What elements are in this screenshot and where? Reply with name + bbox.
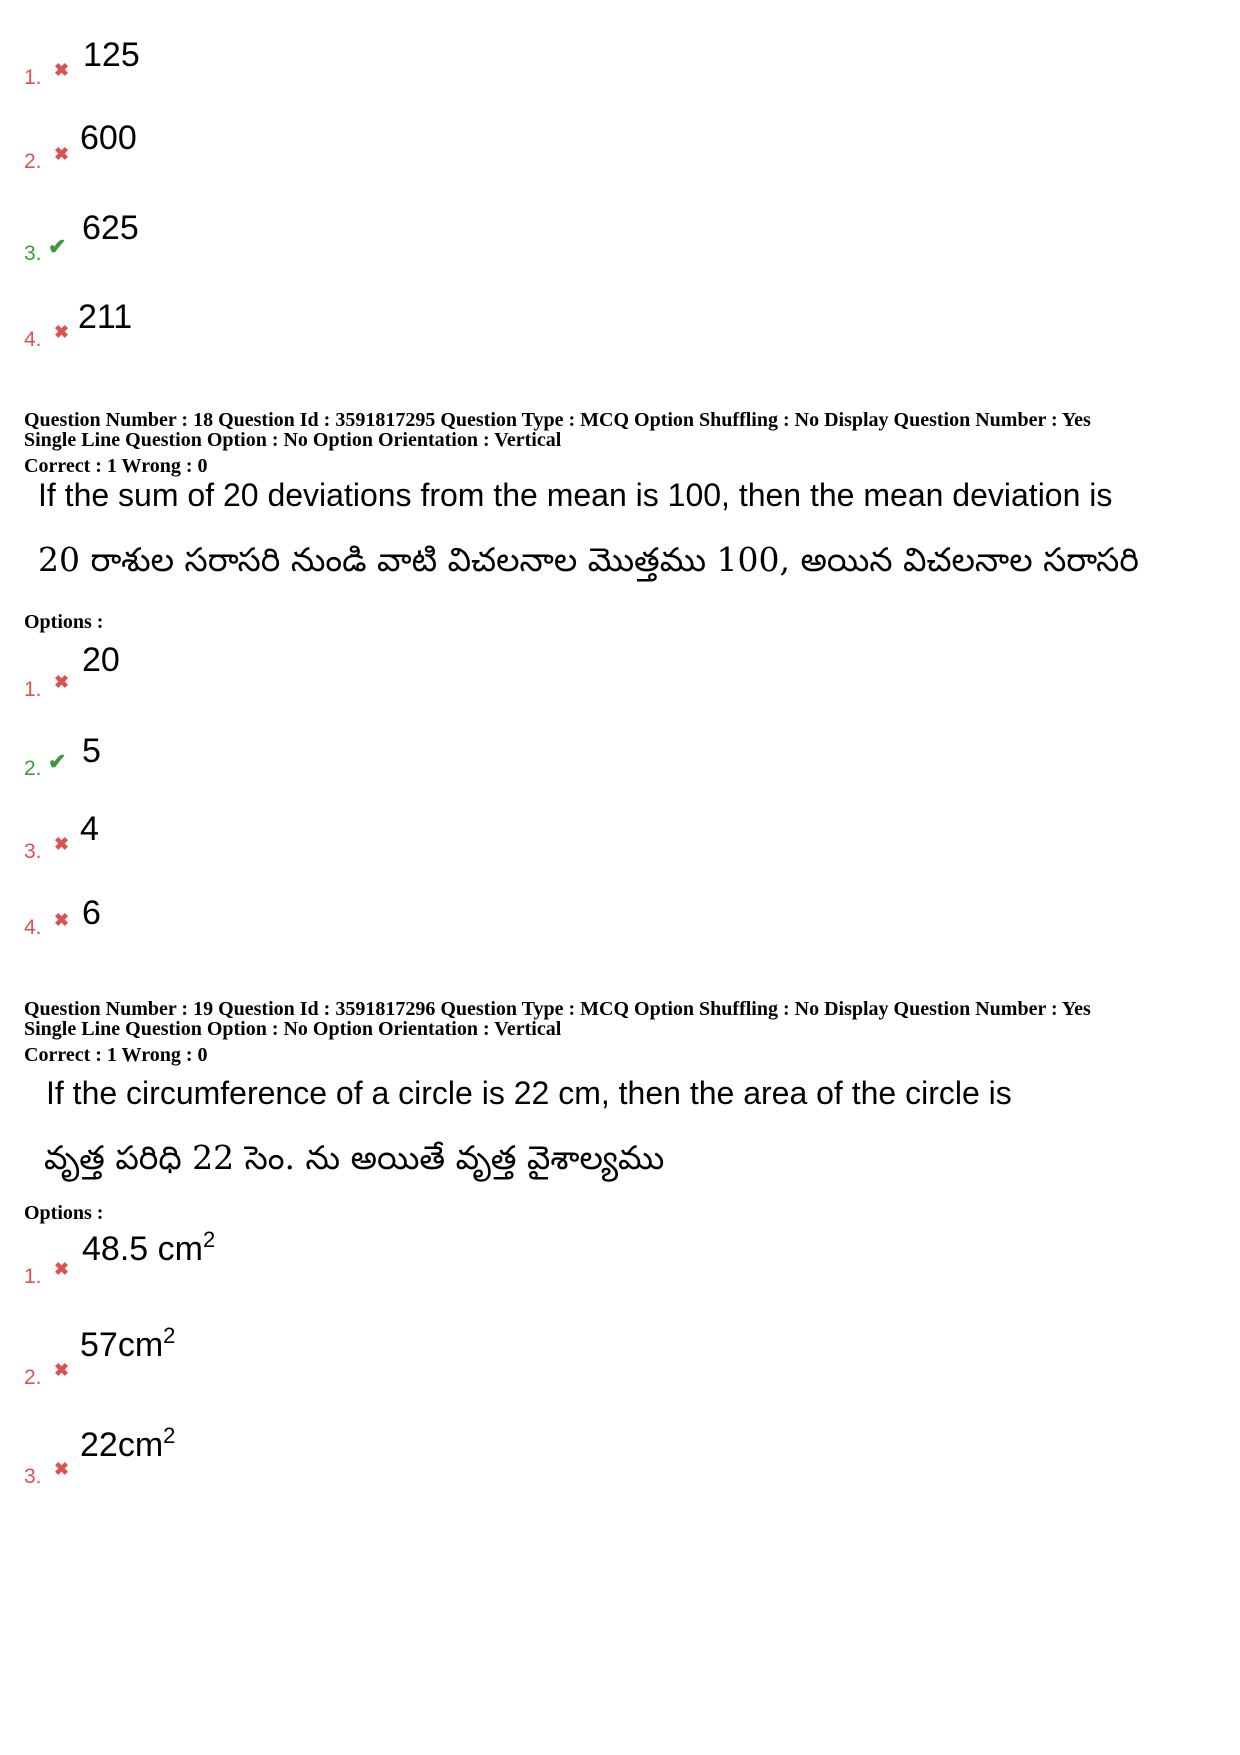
check-icon: ✔ (48, 749, 67, 774)
wrong-icon: ✖ (54, 1459, 70, 1479)
option-value: $57cm^2$ (80, 1323, 176, 1364)
question-text-telugu: వృత్త పరిధి 22 సెం. ను అయితే వృత్త వైశాల్యము (44, 1138, 665, 1177)
option-number: 4. (24, 328, 42, 351)
question-meta: Question Number : 19 Question Id : 3591817296 Question Type : MCQ Option Shuffling : No Display Question Number : Yes (24, 998, 1091, 1020)
option-value: 625 (82, 209, 139, 247)
option-number: 2. (24, 150, 42, 173)
wrong-icon: ✖ (54, 1259, 70, 1279)
wrong-icon: ✖ (54, 60, 70, 80)
question-meta: Question Number : 18 Question Id : 3591817295 Question Type : MCQ Option Shuffling : No Display Question Number : Yes (24, 409, 1091, 431)
option-value: 600 (80, 119, 137, 157)
option-value: 211 (78, 298, 133, 336)
wrong-icon: ✖ (54, 322, 70, 342)
option-value: 48.5 $cm^2$ (82, 1227, 216, 1268)
question-marking: Correct : 1 Wrong : 0 (24, 1044, 208, 1066)
option-number: 1. (24, 66, 42, 89)
superscript: 2 (163, 1323, 176, 1348)
option-value: 4 (80, 810, 99, 848)
option-number: 2. (24, 757, 42, 780)
question-meta-options: Single Line Question Option : No Option Orientation : Vertical (24, 429, 562, 451)
option-number: 2. (24, 1366, 42, 1389)
wrong-icon: ✖ (54, 910, 70, 930)
question-text-english: If the sum of 20 deviations from the mean is 100, then the mean deviation is (38, 477, 1113, 513)
question-text-telugu: 20 రాశుల సరాసరి నుండి వాటి విచలనాల మొత్తము 100, అయిన విచలనాల సరాసరి (38, 540, 1139, 579)
option-value: $22cm^2$ (80, 1423, 176, 1464)
option-number: 1. (24, 1265, 42, 1288)
question-marking: Correct : 1 Wrong : 0 (24, 455, 208, 477)
option-value: 6 (82, 894, 101, 932)
options-label: Options : (24, 611, 104, 633)
option-value: 125 (83, 36, 140, 74)
option-number: 3. (24, 1465, 42, 1488)
check-icon: ✔ (48, 234, 67, 259)
option-number: 3. (24, 840, 42, 863)
superscript: 2 (163, 1423, 176, 1448)
question-meta-options: Single Line Question Option : No Option Orientation : Vertical (24, 1018, 562, 1040)
wrong-icon: ✖ (54, 672, 70, 692)
wrong-icon: ✖ (54, 834, 70, 854)
option-value: 20 (82, 641, 120, 679)
option-number: 1. (24, 678, 42, 701)
option-number: 3. (24, 242, 42, 265)
option-number: 4. (24, 916, 42, 939)
wrong-icon: ✖ (54, 144, 70, 164)
option-value: 5 (82, 732, 101, 770)
question-text-english: If the circumference of a circle is 22 cm, then the area of the circle is (46, 1075, 1012, 1111)
wrong-icon: ✖ (54, 1360, 70, 1380)
options-label: Options : (24, 1202, 104, 1224)
superscript: 2 (202, 1227, 216, 1252)
